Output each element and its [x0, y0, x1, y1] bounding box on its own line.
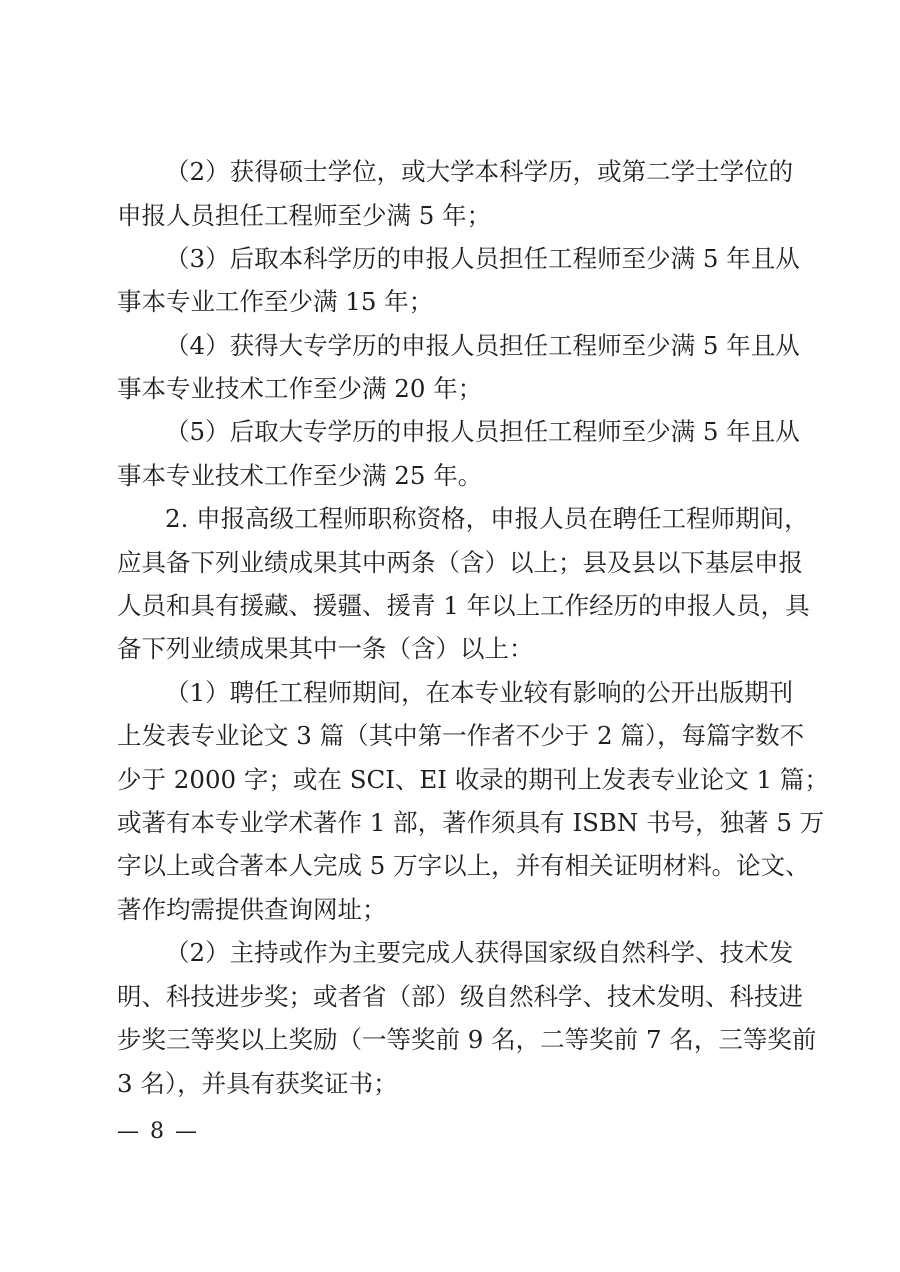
text-line: （3）后取本科学历的申报人员担任工程师至少满 5 年且从: [165, 244, 800, 273]
text-line: 人员和具有援藏、援疆、援青 1 年以上工作经历的申报人员，具: [117, 591, 810, 620]
text-line: 事本专业技术工作至少满 20 年；: [117, 374, 483, 403]
text-line: （2）主持或作为主要完成人获得国家级自然科学、技术发: [165, 938, 794, 967]
text-line: 事本专业技术工作至少满 25 年。: [117, 461, 483, 490]
text-line: 2. 申报高级工程师职称资格，申报人员在聘任工程师期间，: [165, 504, 809, 533]
text-line: 步奖三等奖以上奖励（一等奖前 9 名，二等奖前 7 名，三等奖前: [117, 1025, 817, 1054]
text-line: 申报人员担任工程师至少满 5 年；: [117, 201, 492, 230]
page-number: — 8 —: [117, 1119, 199, 1144]
text-line: 事本专业工作至少满 15 年；: [117, 287, 434, 316]
text-line: （2）获得硕士学位，或大学本科学历，或第二学士学位的: [165, 157, 794, 186]
text-line: 著作均需提供查询网址；: [117, 895, 387, 924]
text-line: 明、科技进步奖；或者省（部）级自然科学、技术发明、科技进: [117, 982, 803, 1011]
text-line: 备下列业绩成果其中一条（含）以上：: [117, 634, 534, 663]
text-line: （1）聘任工程师期间，在本专业较有影响的公开出版期刊: [165, 678, 794, 707]
text-line: 字以上或合著本人完成 5 万字以上，并有相关证明材料。论文、: [117, 851, 810, 880]
text-line: （4）获得大专学历的申报人员担任工程师至少满 5 年且从: [165, 331, 800, 360]
text-line: 上发表专业论文 3 篇（其中第一作者不少于 2 篇），每篇字数不: [117, 721, 805, 750]
text-line: （5）后取大专学历的申报人员担任工程师至少满 5 年且从: [165, 417, 800, 446]
text-line: 少于 2000 字；或在 SCI、EI 收录的期刊上发表专业论文 1 篇；: [117, 765, 829, 794]
text-line: 应具备下列业绩成果其中两条（含）以上；县及县以下基层申报: [117, 548, 803, 577]
text-line: 3 名），并具有获奖证书；: [117, 1069, 398, 1098]
text-line: 或著有本专业学术著作 1 部，著作须具有 ISBN 书号，独著 5 万: [117, 808, 825, 837]
